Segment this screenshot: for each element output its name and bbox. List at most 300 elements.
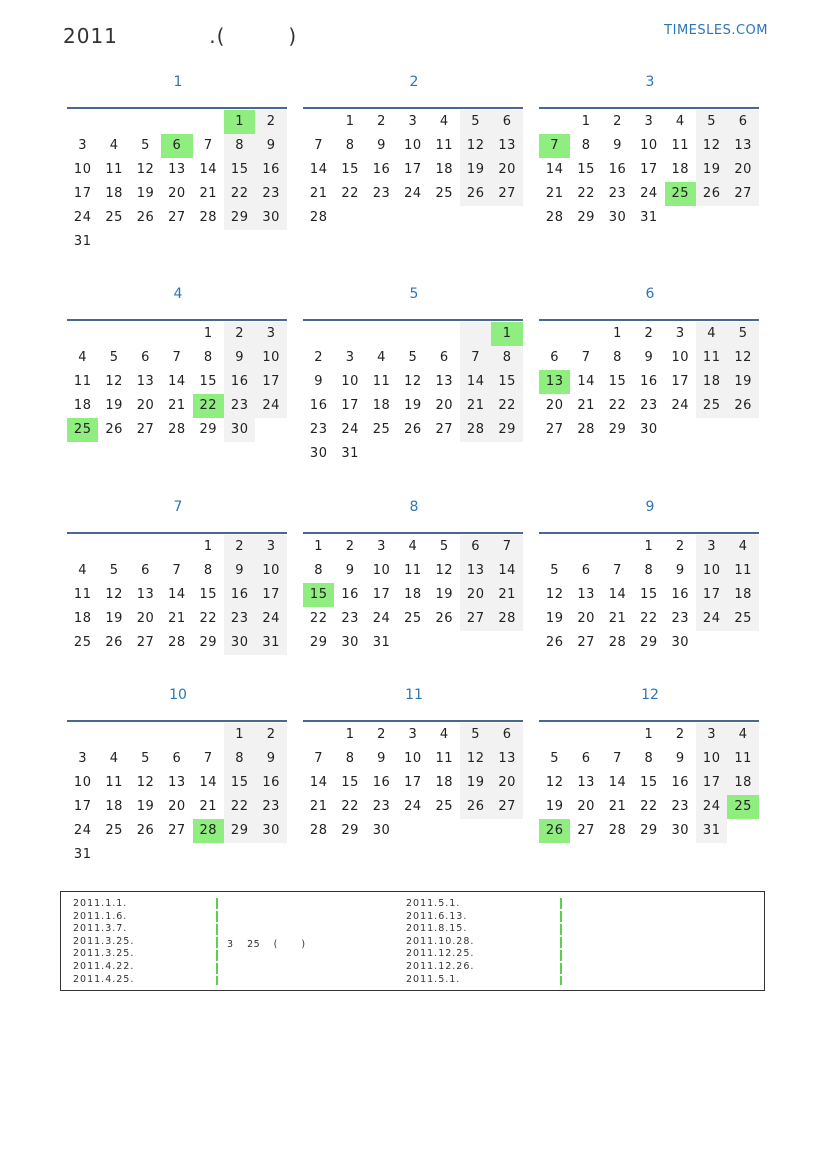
day-cell[interactable]: 23 — [671, 799, 690, 814]
day-cell[interactable]: 1 — [203, 539, 213, 554]
day-cell[interactable]: 22 — [608, 398, 627, 413]
day-cell[interactable]: 12 — [105, 587, 123, 602]
day-cell[interactable]: 28 — [491, 607, 522, 631]
day-cell[interactable]: 10 — [696, 747, 727, 771]
day-cell[interactable]: 29 — [640, 823, 658, 838]
day-cell[interactable]: 17 — [671, 374, 690, 389]
day-cell[interactable]: 1 — [224, 723, 255, 747]
day-cell[interactable]: 5 — [727, 322, 758, 346]
day-cell[interactable]: 30 — [255, 206, 286, 230]
day-cell[interactable]: 4 — [109, 138, 119, 153]
day-cell[interactable]: 20 — [545, 398, 564, 413]
day-cell[interactable]: 6 — [491, 723, 522, 747]
day-cell[interactable]: 19 — [105, 611, 123, 626]
day-cell[interactable]: 19 — [136, 186, 155, 201]
day-cell[interactable]: 16 — [608, 162, 627, 177]
day-cell[interactable]: 19 — [136, 799, 155, 814]
day-cell[interactable]: 17 — [640, 162, 658, 177]
day-cell[interactable]: 25 — [73, 635, 92, 650]
day-cell[interactable]: 25 — [696, 394, 727, 418]
day-cell[interactable]: 3 — [675, 326, 685, 341]
day-cell[interactable]: 8 — [224, 747, 255, 771]
day-cell[interactable]: 23 — [255, 795, 286, 819]
day-cell[interactable]: 22 — [341, 799, 359, 814]
day-cell[interactable]: 11 — [727, 559, 758, 583]
day-cell[interactable]: 22 — [640, 611, 658, 626]
day-cell[interactable]: 9 — [675, 751, 685, 766]
day-cell[interactable]: 4 — [727, 535, 758, 559]
holiday-day-cell[interactable]: 13 — [539, 370, 570, 394]
day-cell[interactable]: 18 — [435, 162, 454, 177]
day-cell[interactable]: 21 — [460, 394, 491, 418]
holiday-day-cell[interactable]: 1 — [491, 322, 522, 346]
day-cell[interactable]: 14 — [168, 374, 186, 389]
day-cell[interactable]: 2 — [314, 350, 324, 365]
day-cell[interactable]: 11 — [435, 751, 454, 766]
day-cell[interactable]: 18 — [73, 611, 92, 626]
day-cell[interactable]: 31 — [341, 446, 359, 461]
day-cell[interactable]: 12 — [545, 587, 564, 602]
day-cell[interactable]: 15 — [224, 158, 255, 182]
day-cell[interactable]: 22 — [199, 611, 218, 626]
day-cell[interactable]: 25 — [105, 823, 123, 838]
day-cell[interactable]: 24 — [696, 795, 727, 819]
day-cell[interactable]: 5 — [109, 350, 119, 365]
day-cell[interactable]: 31 — [73, 234, 92, 249]
day-cell[interactable]: 22 — [341, 186, 359, 201]
day-cell[interactable]: 9 — [613, 138, 622, 153]
day-cell[interactable]: 13 — [727, 134, 758, 158]
day-cell[interactable]: 26 — [545, 635, 564, 650]
day-cell[interactable]: 26 — [460, 182, 491, 206]
day-cell[interactable]: 24 — [404, 186, 422, 201]
day-cell[interactable]: 26 — [404, 422, 422, 437]
day-cell[interactable]: 16 — [255, 771, 286, 795]
day-cell[interactable]: 25 — [435, 186, 454, 201]
day-cell[interactable]: 8 — [644, 563, 654, 578]
day-cell[interactable]: 24 — [671, 398, 690, 413]
day-cell[interactable]: 8 — [345, 751, 355, 766]
day-cell[interactable]: 23 — [309, 422, 328, 437]
day-cell[interactable]: 7 — [613, 563, 622, 578]
day-cell[interactable]: 6 — [141, 563, 150, 578]
day-cell[interactable]: 18 — [671, 162, 690, 177]
day-cell[interactable]: 5 — [439, 539, 449, 554]
day-cell[interactable]: 18 — [404, 587, 422, 602]
day-cell[interactable]: 22 — [224, 795, 255, 819]
day-cell[interactable]: 2 — [675, 727, 685, 742]
day-cell[interactable]: 5 — [696, 110, 727, 134]
day-cell[interactable]: 11 — [105, 775, 123, 790]
day-cell[interactable]: 11 — [671, 138, 690, 153]
day-cell[interactable]: 24 — [372, 611, 391, 626]
day-cell[interactable]: 16 — [372, 162, 391, 177]
day-cell[interactable]: 27 — [727, 182, 758, 206]
day-cell[interactable]: 11 — [73, 587, 92, 602]
day-cell[interactable]: 28 — [608, 823, 627, 838]
day-cell[interactable]: 14 — [545, 162, 564, 177]
day-cell[interactable]: 11 — [696, 346, 727, 370]
day-cell[interactable]: 31 — [372, 635, 391, 650]
day-cell[interactable]: 5 — [408, 350, 418, 365]
day-cell[interactable]: 21 — [168, 398, 186, 413]
holiday-day-cell[interactable]: 1 — [224, 110, 255, 134]
day-cell[interactable]: 15 — [224, 771, 255, 795]
day-cell[interactable]: 16 — [309, 398, 328, 413]
day-cell[interactable]: 1 — [345, 727, 355, 742]
day-cell[interactable]: 28 — [545, 210, 564, 225]
day-cell[interactable]: 6 — [581, 751, 591, 766]
day-cell[interactable]: 3 — [408, 114, 418, 129]
day-cell[interactable]: 3 — [345, 350, 355, 365]
day-cell[interactable]: 19 — [460, 771, 491, 795]
day-cell[interactable]: 24 — [255, 394, 286, 418]
day-cell[interactable]: 16 — [372, 775, 391, 790]
day-cell[interactable]: 7 — [491, 535, 522, 559]
day-cell[interactable]: 30 — [224, 631, 255, 655]
day-cell[interactable]: 3 — [408, 727, 418, 742]
day-cell[interactable]: 2 — [613, 114, 622, 129]
day-cell[interactable]: 3 — [78, 138, 88, 153]
day-cell[interactable]: 5 — [109, 563, 119, 578]
day-cell[interactable]: 27 — [460, 607, 491, 631]
day-cell[interactable]: 1 — [203, 326, 213, 341]
holiday-day-cell[interactable]: 26 — [539, 819, 570, 843]
day-cell[interactable]: 4 — [408, 539, 418, 554]
day-cell[interactable]: 26 — [136, 823, 155, 838]
day-cell[interactable]: 4 — [78, 563, 88, 578]
holiday-day-cell[interactable]: 6 — [161, 134, 192, 158]
day-cell[interactable]: 31 — [640, 210, 658, 225]
day-cell[interactable]: 10 — [696, 559, 727, 583]
day-cell[interactable]: 17 — [404, 775, 422, 790]
day-cell[interactable]: 29 — [577, 210, 595, 225]
day-cell[interactable]: 1 — [581, 114, 591, 129]
day-cell[interactable]: 7 — [172, 350, 182, 365]
day-cell[interactable]: 8 — [203, 563, 213, 578]
day-cell[interactable]: 19 — [435, 587, 454, 602]
day-cell[interactable]: 13 — [491, 134, 522, 158]
day-cell[interactable]: 21 — [545, 186, 564, 201]
day-cell[interactable]: 10 — [255, 346, 286, 370]
day-cell[interactable]: 4 — [377, 350, 386, 365]
day-cell[interactable]: 21 — [491, 583, 522, 607]
day-cell[interactable]: 10 — [640, 138, 658, 153]
day-cell[interactable]: 25 — [372, 422, 391, 437]
day-cell[interactable]: 21 — [199, 799, 218, 814]
day-cell[interactable]: 23 — [255, 182, 286, 206]
day-cell[interactable]: 13 — [136, 587, 155, 602]
day-cell[interactable]: 18 — [727, 771, 758, 795]
day-cell[interactable]: 2 — [224, 322, 255, 346]
day-cell[interactable]: 27 — [136, 635, 155, 650]
day-cell[interactable]: 17 — [372, 587, 391, 602]
day-cell[interactable]: 23 — [224, 394, 255, 418]
day-cell[interactable]: 9 — [255, 134, 286, 158]
day-cell[interactable]: 5 — [550, 563, 560, 578]
day-cell[interactable]: 8 — [644, 751, 654, 766]
day-cell[interactable]: 13 — [136, 374, 155, 389]
day-cell[interactable]: 28 — [309, 210, 328, 225]
day-cell[interactable]: 4 — [675, 114, 685, 129]
day-cell[interactable]: 30 — [640, 422, 658, 437]
day-cell[interactable]: 23 — [640, 398, 658, 413]
day-cell[interactable]: 29 — [608, 422, 627, 437]
day-cell[interactable]: 11 — [372, 374, 391, 389]
day-cell[interactable]: 5 — [141, 751, 150, 766]
day-cell[interactable]: 12 — [435, 563, 454, 578]
day-cell[interactable]: 22 — [640, 799, 658, 814]
day-cell[interactable]: 19 — [105, 398, 123, 413]
day-cell[interactable]: 4 — [439, 114, 449, 129]
day-cell[interactable]: 6 — [727, 110, 758, 134]
day-cell[interactable]: 7 — [203, 751, 213, 766]
day-cell[interactable]: 1 — [314, 539, 324, 554]
day-cell[interactable]: 15 — [341, 775, 359, 790]
day-cell[interactable]: 12 — [136, 775, 155, 790]
day-cell[interactable]: 16 — [224, 583, 255, 607]
day-cell[interactable]: 15 — [608, 374, 627, 389]
day-cell[interactable]: 4 — [696, 322, 727, 346]
day-cell[interactable]: 10 — [73, 775, 92, 790]
day-cell[interactable]: 30 — [255, 819, 286, 843]
day-cell[interactable]: 20 — [435, 398, 454, 413]
brand-logo-text[interactable]: TIMESLES.COM — [664, 23, 768, 38]
day-cell[interactable]: 17 — [696, 583, 727, 607]
day-cell[interactable]: 14 — [199, 775, 218, 790]
day-cell[interactable]: 5 — [141, 138, 150, 153]
day-cell[interactable]: 21 — [608, 611, 627, 626]
day-cell[interactable]: 10 — [372, 563, 391, 578]
holiday-day-cell[interactable]: 25 — [665, 182, 696, 206]
day-cell[interactable]: 8 — [345, 138, 355, 153]
day-cell[interactable]: 17 — [255, 370, 286, 394]
day-cell[interactable]: 25 — [435, 799, 454, 814]
day-cell[interactable]: 4 — [727, 723, 758, 747]
holiday-day-cell[interactable]: 28 — [193, 819, 224, 843]
day-cell[interactable]: 19 — [460, 158, 491, 182]
day-cell[interactable]: 10 — [255, 559, 286, 583]
day-cell[interactable]: 24 — [696, 607, 727, 631]
day-cell[interactable]: 14 — [608, 775, 627, 790]
day-cell[interactable]: 20 — [136, 398, 155, 413]
day-cell[interactable]: 15 — [341, 162, 359, 177]
day-cell[interactable]: 7 — [581, 350, 591, 365]
day-cell[interactable]: 26 — [105, 422, 123, 437]
day-cell[interactable]: 7 — [460, 346, 491, 370]
day-cell[interactable]: 30 — [341, 635, 359, 650]
day-cell[interactable]: 17 — [255, 583, 286, 607]
day-cell[interactable]: 1 — [613, 326, 622, 341]
day-cell[interactable]: 14 — [168, 587, 186, 602]
day-cell[interactable]: 8 — [314, 563, 324, 578]
holiday-day-cell[interactable]: 7 — [539, 134, 570, 158]
day-cell[interactable]: 30 — [671, 823, 690, 838]
day-cell[interactable]: 30 — [224, 418, 255, 442]
day-cell[interactable]: 10 — [73, 162, 92, 177]
day-cell[interactable]: 20 — [136, 611, 155, 626]
day-cell[interactable]: 12 — [460, 134, 491, 158]
day-cell[interactable]: 9 — [377, 751, 386, 766]
day-cell[interactable]: 21 — [309, 186, 328, 201]
day-cell[interactable]: 27 — [545, 422, 564, 437]
day-cell[interactable]: 16 — [341, 587, 359, 602]
day-cell[interactable]: 21 — [608, 799, 627, 814]
day-cell[interactable]: 13 — [168, 162, 186, 177]
day-cell[interactable]: 23 — [608, 186, 627, 201]
day-cell[interactable]: 31 — [73, 847, 92, 862]
day-cell[interactable]: 20 — [460, 583, 491, 607]
day-cell[interactable]: 29 — [224, 819, 255, 843]
day-cell[interactable]: 24 — [73, 210, 92, 225]
day-cell[interactable]: 1 — [345, 114, 355, 129]
day-cell[interactable]: 12 — [696, 134, 727, 158]
day-cell[interactable]: 3 — [644, 114, 654, 129]
day-cell[interactable]: 7 — [314, 138, 324, 153]
day-cell[interactable]: 22 — [577, 186, 595, 201]
day-cell[interactable]: 12 — [545, 775, 564, 790]
day-cell[interactable]: 29 — [309, 635, 328, 650]
day-cell[interactable]: 6 — [581, 563, 591, 578]
day-cell[interactable]: 27 — [168, 210, 186, 225]
day-cell[interactable]: 1 — [644, 727, 654, 742]
day-cell[interactable]: 5 — [460, 110, 491, 134]
day-cell[interactable]: 20 — [491, 158, 522, 182]
day-cell[interactable]: 23 — [372, 799, 391, 814]
day-cell[interactable]: 26 — [727, 394, 758, 418]
day-cell[interactable]: 10 — [671, 350, 690, 365]
day-cell[interactable]: 6 — [491, 110, 522, 134]
day-cell[interactable]: 13 — [168, 775, 186, 790]
day-cell[interactable]: 9 — [345, 563, 355, 578]
day-cell[interactable]: 7 — [203, 138, 213, 153]
day-cell[interactable]: 31 — [696, 819, 727, 843]
day-cell[interactable]: 23 — [224, 607, 255, 631]
day-cell[interactable]: 8 — [224, 134, 255, 158]
day-cell[interactable]: 20 — [491, 771, 522, 795]
day-cell[interactable]: 30 — [309, 446, 328, 461]
day-cell[interactable]: 16 — [224, 370, 255, 394]
day-cell[interactable]: 27 — [435, 422, 454, 437]
day-cell[interactable]: 18 — [727, 583, 758, 607]
day-cell[interactable]: 29 — [224, 206, 255, 230]
day-cell[interactable]: 28 — [168, 635, 186, 650]
day-cell[interactable]: 3 — [696, 723, 727, 747]
day-cell[interactable]: 7 — [314, 751, 324, 766]
day-cell[interactable]: 27 — [577, 823, 595, 838]
day-cell[interactable]: 29 — [199, 635, 218, 650]
day-cell[interactable]: 10 — [404, 751, 422, 766]
day-cell[interactable]: 2 — [377, 727, 386, 742]
day-cell[interactable]: 14 — [608, 587, 627, 602]
day-cell[interactable]: 19 — [545, 799, 564, 814]
day-cell[interactable]: 8 — [203, 350, 213, 365]
day-cell[interactable]: 6 — [439, 350, 449, 365]
day-cell[interactable]: 11 — [435, 138, 454, 153]
day-cell[interactable]: 25 — [105, 210, 123, 225]
day-cell[interactable]: 4 — [109, 751, 119, 766]
day-cell[interactable]: 14 — [199, 162, 218, 177]
day-cell[interactable]: 27 — [168, 823, 186, 838]
day-cell[interactable]: 16 — [671, 587, 690, 602]
day-cell[interactable]: 20 — [168, 186, 186, 201]
day-cell[interactable]: 24 — [640, 186, 658, 201]
day-cell[interactable]: 14 — [577, 374, 595, 389]
day-cell[interactable]: 20 — [577, 611, 595, 626]
day-cell[interactable]: 29 — [341, 823, 359, 838]
day-cell[interactable]: 21 — [199, 186, 218, 201]
day-cell[interactable]: 23 — [372, 186, 391, 201]
day-cell[interactable]: 14 — [460, 370, 491, 394]
day-cell[interactable]: 18 — [435, 775, 454, 790]
day-cell[interactable]: 2 — [255, 110, 286, 134]
day-cell[interactable]: 24 — [404, 799, 422, 814]
day-cell[interactable]: 11 — [727, 747, 758, 771]
day-cell[interactable]: 15 — [491, 370, 522, 394]
day-cell[interactable]: 22 — [309, 611, 328, 626]
day-cell[interactable]: 17 — [73, 799, 92, 814]
day-cell[interactable]: 13 — [577, 587, 595, 602]
day-cell[interactable]: 20 — [168, 799, 186, 814]
day-cell[interactable]: 5 — [550, 751, 560, 766]
day-cell[interactable]: 3 — [255, 535, 286, 559]
day-cell[interactable]: 15 — [199, 374, 218, 389]
day-cell[interactable]: 12 — [105, 374, 123, 389]
day-cell[interactable]: 24 — [73, 823, 92, 838]
day-cell[interactable]: 19 — [727, 370, 758, 394]
day-cell[interactable]: 18 — [73, 398, 92, 413]
day-cell[interactable]: 16 — [255, 158, 286, 182]
day-cell[interactable]: 21 — [168, 611, 186, 626]
day-cell[interactable]: 19 — [545, 611, 564, 626]
day-cell[interactable]: 17 — [696, 771, 727, 795]
day-cell[interactable]: 12 — [136, 162, 155, 177]
day-cell[interactable]: 16 — [640, 374, 658, 389]
day-cell[interactable]: 2 — [675, 539, 685, 554]
day-cell[interactable]: 28 — [577, 422, 595, 437]
day-cell[interactable]: 28 — [460, 418, 491, 442]
holiday-day-cell[interactable]: 25 — [67, 418, 98, 442]
day-cell[interactable]: 11 — [105, 162, 123, 177]
day-cell[interactable]: 10 — [341, 374, 359, 389]
day-cell[interactable]: 9 — [314, 374, 324, 389]
day-cell[interactable]: 8 — [581, 138, 591, 153]
day-cell[interactable]: 14 — [491, 559, 522, 583]
day-cell[interactable]: 17 — [73, 186, 92, 201]
day-cell[interactable]: 26 — [696, 182, 727, 206]
day-cell[interactable]: 13 — [491, 747, 522, 771]
holiday-day-cell[interactable]: 25 — [727, 795, 758, 819]
day-cell[interactable]: 6 — [172, 751, 182, 766]
day-cell[interactable]: 20 — [577, 799, 595, 814]
day-cell[interactable]: 27 — [136, 422, 155, 437]
day-cell[interactable]: 11 — [404, 563, 422, 578]
day-cell[interactable]: 3 — [696, 535, 727, 559]
day-cell[interactable]: 1 — [644, 539, 654, 554]
day-cell[interactable]: 22 — [491, 394, 522, 418]
day-cell[interactable]: 31 — [255, 631, 286, 655]
day-cell[interactable]: 18 — [696, 370, 727, 394]
day-cell[interactable]: 23 — [671, 611, 690, 626]
day-cell[interactable]: 21 — [577, 398, 595, 413]
day-cell[interactable]: 2 — [255, 723, 286, 747]
day-cell[interactable]: 9 — [224, 559, 255, 583]
day-cell[interactable]: 29 — [199, 422, 218, 437]
day-cell[interactable]: 29 — [491, 418, 522, 442]
day-cell[interactable]: 22 — [224, 182, 255, 206]
day-cell[interactable]: 14 — [309, 162, 328, 177]
day-cell[interactable]: 16 — [671, 775, 690, 790]
